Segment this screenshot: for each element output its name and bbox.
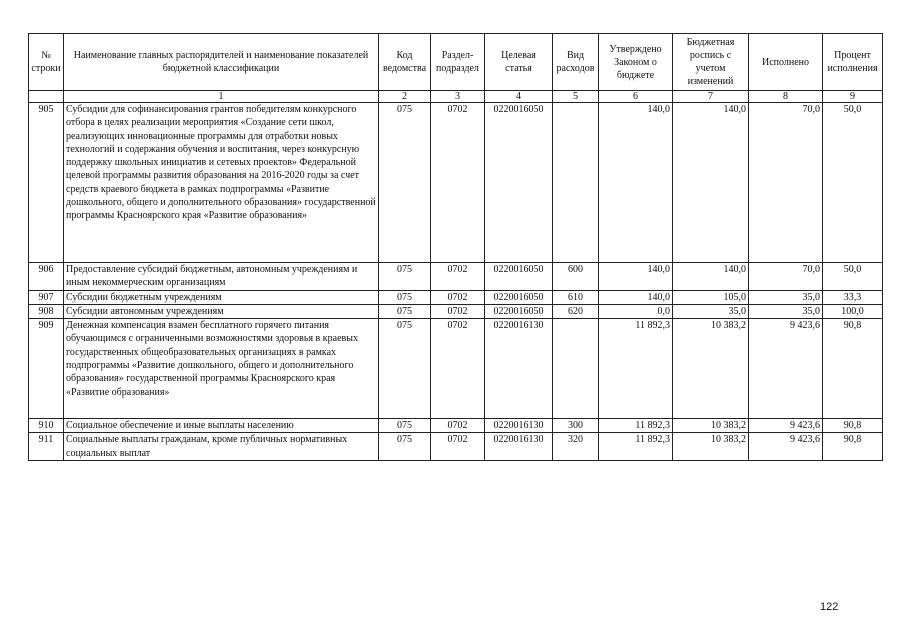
row-code: 075 bbox=[379, 290, 431, 304]
row-percent: 90,8 bbox=[823, 319, 883, 419]
column-number: 1 bbox=[64, 91, 379, 103]
table-row bbox=[29, 304, 883, 318]
table-row bbox=[29, 103, 883, 263]
column-number: 7 bbox=[673, 91, 749, 103]
row-section: 0702 bbox=[431, 419, 485, 433]
row-section: 0702 bbox=[431, 103, 485, 263]
row-executed: 35,0 bbox=[749, 290, 823, 304]
row-approved: 140,0 bbox=[599, 290, 673, 304]
row-approved: 11 892,3 bbox=[599, 319, 673, 419]
row-section: 0702 bbox=[431, 304, 485, 318]
row-budget: 105,0 bbox=[673, 290, 749, 304]
row-type bbox=[553, 103, 599, 263]
row-number: 910 bbox=[29, 419, 64, 433]
row-executed: 70,0 bbox=[749, 263, 823, 291]
row-target: 0220016050 bbox=[485, 290, 553, 304]
header-code: Код ведомства bbox=[379, 34, 431, 91]
row-number: 908 bbox=[29, 304, 64, 318]
row-number: 907 bbox=[29, 290, 64, 304]
header-target: Целевая статья bbox=[485, 34, 553, 91]
row-section: 0702 bbox=[431, 319, 485, 419]
row-target: 0220016050 bbox=[485, 304, 553, 318]
column-number-row bbox=[29, 91, 883, 103]
row-code: 075 bbox=[379, 419, 431, 433]
header-approved: Утверждено Законом о бюджете bbox=[599, 34, 673, 91]
row-code: 075 bbox=[379, 433, 431, 461]
table-row bbox=[29, 263, 883, 291]
column-number: 6 bbox=[599, 91, 673, 103]
row-percent: 33,3 bbox=[823, 290, 883, 304]
row-target: 0220016050 bbox=[485, 103, 553, 263]
row-type bbox=[553, 319, 599, 419]
row-approved: 11 892,3 bbox=[599, 419, 673, 433]
row-type: 610 bbox=[553, 290, 599, 304]
row-name: Субсидии для софинансирования грантов победителям конкурсного отбора в целях реализации мероприятия «Создание сети школ, реализующих инновационные программы для отработки новых технологий и содержания обучения и воспитания, через конкурсную поддержку школьных инициатив и сетевых проектов» Федеральной целевой программы развития образования на 2016-2020 годы за счет средств краевого бюджета в рамках подпрограммы «Развитие дошкольного, общего и дополнительного образования» государственной программы Красноярского края «Развитие образования» bbox=[64, 103, 379, 263]
row-number: 909 bbox=[29, 319, 64, 419]
column-number: 5 bbox=[553, 91, 599, 103]
row-type: 320 bbox=[553, 433, 599, 461]
row-target: 0220016130 bbox=[485, 433, 553, 461]
page-number: 122 bbox=[820, 601, 839, 613]
row-code: 075 bbox=[379, 103, 431, 263]
row-code: 075 bbox=[379, 319, 431, 419]
row-section: 0702 bbox=[431, 433, 485, 461]
row-target: 0220016130 bbox=[485, 419, 553, 433]
table-row bbox=[29, 290, 883, 304]
row-budget: 140,0 bbox=[673, 103, 749, 263]
row-name: Субсидии автономным учреждениям bbox=[64, 304, 379, 318]
row-budget: 140,0 bbox=[673, 263, 749, 291]
row-number: 905 bbox=[29, 103, 64, 263]
column-number: 9 bbox=[823, 91, 883, 103]
row-code: 075 bbox=[379, 263, 431, 291]
row-number: 906 bbox=[29, 263, 64, 291]
header-type: Вид расходов bbox=[553, 34, 599, 91]
row-percent: 90,8 bbox=[823, 433, 883, 461]
row-type: 600 bbox=[553, 263, 599, 291]
table-row bbox=[29, 419, 883, 433]
row-name: Предоставление субсидий бюджетным, автономным учреждениям и иным некоммерческим организациям bbox=[64, 263, 379, 291]
row-budget: 10 383,2 bbox=[673, 419, 749, 433]
table-row bbox=[29, 433, 883, 461]
row-name: Субсидии бюджетным учреждениям bbox=[64, 290, 379, 304]
row-percent: 90,8 bbox=[823, 419, 883, 433]
column-number: 8 bbox=[749, 91, 823, 103]
budget-table bbox=[28, 33, 883, 461]
header-row bbox=[29, 34, 883, 91]
header-budget: Бюджетная роспись с учетом изменений bbox=[673, 34, 749, 91]
row-name: Денежная компенсация взамен бесплатного горячего питания обучающимся с ограниченными возможностями здоровья в краевых государственных общеобразовательных организациях в рамках подпрограммы «Развитие дошкольного, общего и дополнительного образования» государственной программы Красноярского края «Развитие образования» bbox=[64, 319, 379, 419]
row-approved: 140,0 bbox=[599, 103, 673, 263]
row-budget: 10 383,2 bbox=[673, 433, 749, 461]
column-number bbox=[29, 91, 64, 103]
header-percent: Процент исполнения bbox=[823, 34, 883, 91]
row-executed: 35,0 bbox=[749, 304, 823, 318]
row-type: 620 bbox=[553, 304, 599, 318]
header-section: Раздел-подраздел bbox=[431, 34, 485, 91]
column-number: 2 bbox=[379, 91, 431, 103]
row-target: 0220016050 bbox=[485, 263, 553, 291]
row-name: Социальное обеспечение и иные выплаты населению bbox=[64, 419, 379, 433]
row-code: 075 bbox=[379, 304, 431, 318]
row-percent: 100,0 bbox=[823, 304, 883, 318]
row-executed: 9 423,6 bbox=[749, 419, 823, 433]
row-name: Социальные выплаты гражданам, кроме публичных нормативных социальных выплат bbox=[64, 433, 379, 461]
row-target: 0220016130 bbox=[485, 319, 553, 419]
row-approved: 11 892,3 bbox=[599, 433, 673, 461]
column-number: 4 bbox=[485, 91, 553, 103]
header-executed: Исполнено bbox=[749, 34, 823, 91]
row-budget: 35,0 bbox=[673, 304, 749, 318]
row-budget: 10 383,2 bbox=[673, 319, 749, 419]
row-percent: 50,0 bbox=[823, 103, 883, 263]
row-executed: 70,0 bbox=[749, 103, 823, 263]
row-section: 0702 bbox=[431, 290, 485, 304]
header-name: Наименование главных распорядителей и наименование показателей бюджетной классификации bbox=[64, 34, 379, 91]
header-row-number: № строки bbox=[29, 34, 64, 91]
row-type: 300 bbox=[553, 419, 599, 433]
row-approved: 140,0 bbox=[599, 263, 673, 291]
table-row bbox=[29, 319, 883, 419]
row-percent: 50,0 bbox=[823, 263, 883, 291]
row-executed: 9 423,6 bbox=[749, 319, 823, 419]
column-number: 3 bbox=[431, 91, 485, 103]
row-approved: 0,0 bbox=[599, 304, 673, 318]
row-number: 911 bbox=[29, 433, 64, 461]
row-executed: 9 423,6 bbox=[749, 433, 823, 461]
row-section: 0702 bbox=[431, 263, 485, 291]
